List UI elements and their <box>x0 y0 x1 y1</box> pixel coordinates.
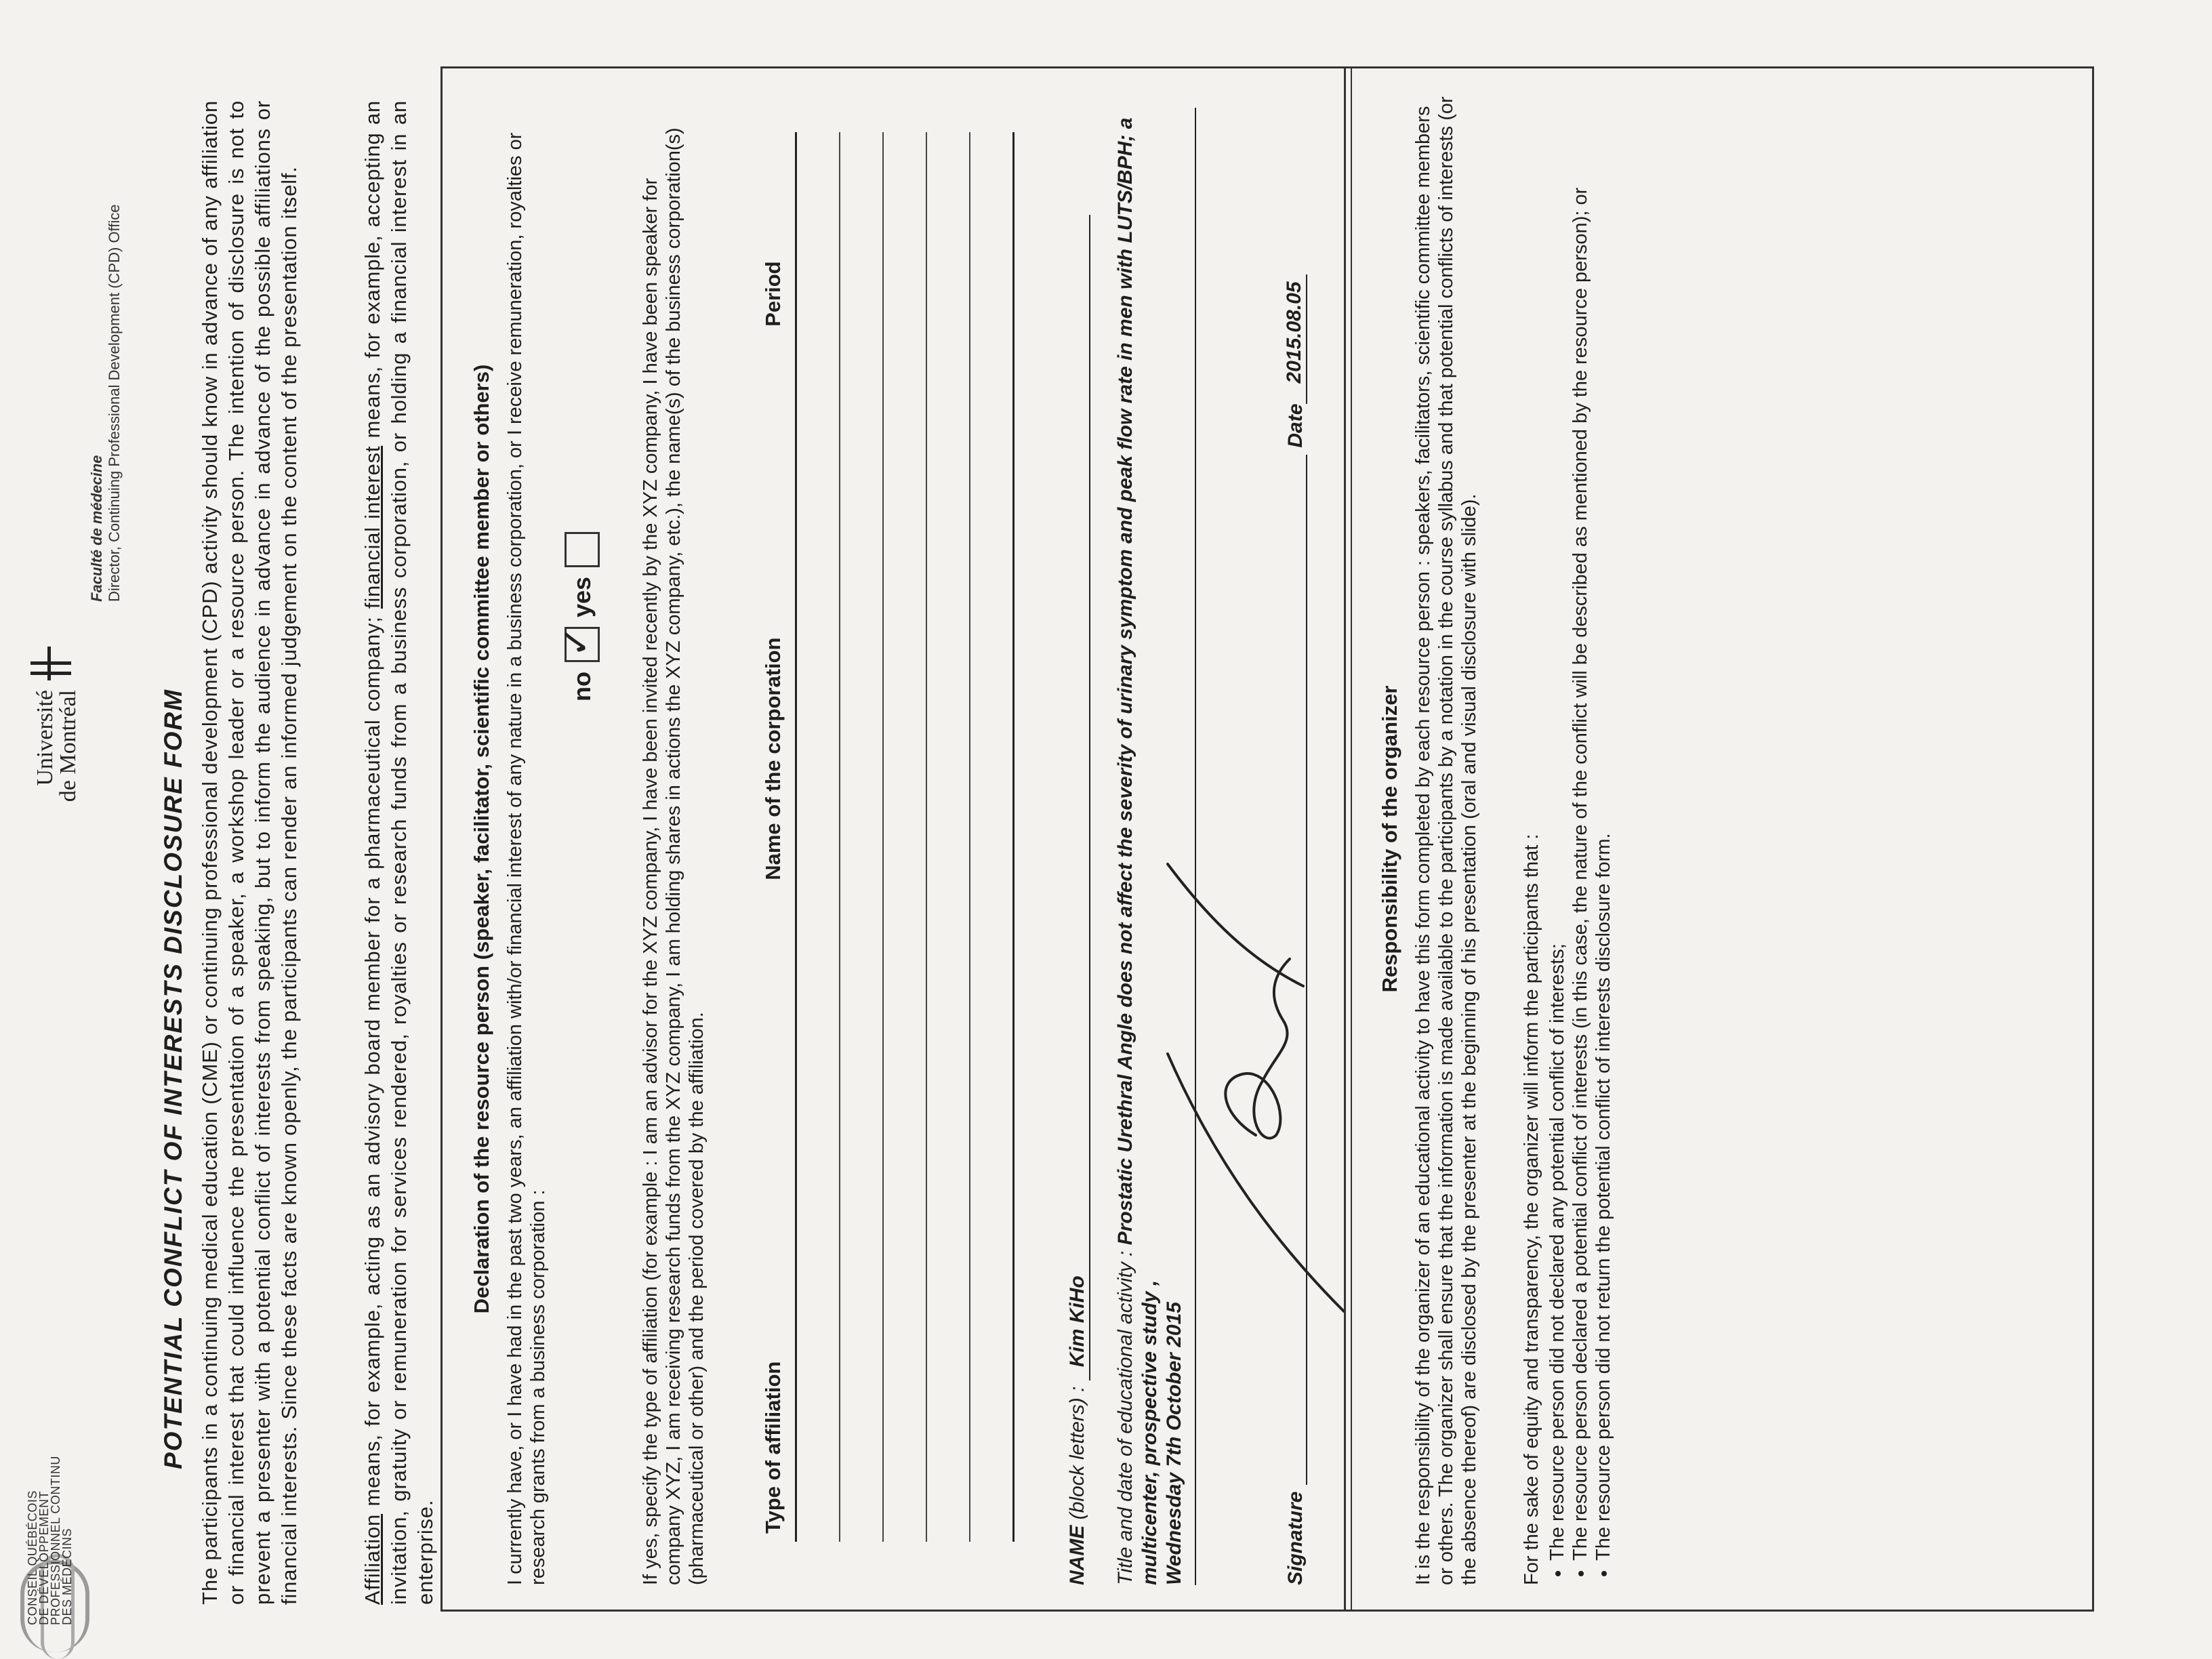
name-value[interactable]: Kim KiHo <box>1066 215 1090 1380</box>
column-header-period: Period <box>761 261 785 327</box>
affiliation-table <box>761 132 1015 1542</box>
organizer-list <box>1520 94 1615 1585</box>
name-field <box>1066 215 1090 1585</box>
organizer-list-intro: For the sake of equity and transparency, the organizer will inform the participants that : <box>1521 834 1542 1585</box>
signature-label: Signature <box>1284 1491 1307 1585</box>
signature-line[interactable] <box>1303 455 1307 1485</box>
organizer-title: Responsibility of the organizer <box>1378 685 1401 993</box>
date-value[interactable]: 2015.08.05 <box>1283 274 1307 403</box>
list-item: • The resource person declared a potential conflict of interests (in this case, the nature of the conflict will be described as mentioned by the resource person); or <box>1569 94 1592 1561</box>
affiliation-term: Affiliation <box>361 1513 384 1605</box>
council-line: DES MÉDECINS <box>60 1528 74 1625</box>
list-item: • The resource person did not declared any potential conflict of interests; <box>1546 94 1569 1561</box>
no-checkbox[interactable] <box>554 626 600 662</box>
name-label: NAME <box>1066 1525 1088 1585</box>
organizer-paragraph: It is the responsibility of the organizer of an educational activity to have this form completed by each resource person : speakers, facilitators, scientific committee members or others. The organizer shall ensure that the information is made available to the participants by a notation in the course syllabus and that potential conflicts of interests (or the absence thereof) are disclosed by the presenter at the beginning of his presentation (oral and visual disclosure with slide). <box>1412 96 1480 1585</box>
list-item: • The resource person did not return the potential conflict of interests disclosure form. <box>1592 94 1615 1561</box>
faculty-name: Faculté de médecine <box>88 455 105 602</box>
affiliation-definition: means, for example, acting as an advisory board member for a pharmaceutical company; <box>361 609 384 1514</box>
university-emblem-icon <box>27 642 75 683</box>
council-line: DE DÉVELOPPEMENT <box>37 1490 51 1625</box>
financial-interest-definition: means, for example, accepting an invitation, gratuity or remuneration for services rendered, royalties or research funds from a business corporation, or holding a financial interest in an enterprise. <box>361 100 437 1605</box>
name-hint: (block letters) : <box>1066 1386 1088 1520</box>
table-row[interactable] <box>840 132 884 1542</box>
university-logo-text <box>34 690 80 805</box>
table-row[interactable] <box>927 132 970 1542</box>
university-line1: Université <box>33 690 58 786</box>
signature-date-row <box>1283 94 1307 1585</box>
no-label: no <box>568 672 596 701</box>
definitions-paragraph <box>359 100 438 1605</box>
form-title: POTENTIAL CONFLICT OF INTERESTS DISCLOSURE FORM <box>159 689 187 1469</box>
table-row[interactable] <box>970 132 1015 1542</box>
if-yes-instructions: If yes, specify the type of affiliation (for example : I am an advisor for the XYZ company, I have been invited recently by the XYZ company, I have been speaker for company XYZ, I am receiving research funds from the XYZ company, I am holding shares in actions the XYZ company, etc.), the name(s) of the business corporation(s) (pharmaceutical or other) and the period covered by the affiliation. <box>640 127 708 1585</box>
column-header-corporation: Name of the corporation <box>761 637 785 880</box>
activity-label: Title and date of educational activity : <box>1114 1250 1136 1585</box>
yes-checkbox[interactable] <box>565 532 600 567</box>
council-logo-text <box>27 1449 73 1625</box>
activity-date-value[interactable]: Wednesday 7th October 2015 <box>1163 1302 1185 1585</box>
intro-paragraph: The participants in a continuing medical education (CME) or continuing professional development (CPD) activity should know in advance of any affiliation or financial interest that could influence the presentation of a speaker, a workshop leader or a resource person. The intention of disclosure is not to prevent a presenter with a potential conflict of interests from speaking, but to inform the audience in advance in advance of the possible affiliations or financial interests. Since these facts are known openly, the participants can render an informed judgement on the content of the presentation itself. <box>198 100 301 1605</box>
financial-interest-term: financial interest <box>361 445 384 609</box>
office-name: Director, Continuing Professional Development (CPD) Office <box>106 204 123 602</box>
table-row[interactable] <box>884 132 927 1542</box>
table-row[interactable] <box>797 132 840 1542</box>
date-label: Date <box>1284 403 1307 448</box>
checkmark-icon: ✓ <box>554 626 597 658</box>
declaration-question: I currently have, or I have had in the past two years, an affiliation with/or financial interest of any nature in a business corporation, or I receive remuneration, royalties or research grants from a business corporation : <box>504 132 549 1585</box>
declaration-title: Declaration of the resource person (speaker, facilitator, scientific committee member or others) <box>470 364 493 1314</box>
declaration-box <box>441 66 2094 1612</box>
section-divider <box>1344 68 1346 1610</box>
column-header-type: Type of affiliation <box>761 1361 785 1534</box>
council-line: PROFESSIONNEL CONTINU <box>49 1456 62 1625</box>
affiliation-table-header <box>761 132 797 1542</box>
activity-title-value[interactable]: Prostatic Urethral Angle does not affect the severity of urinary symptom and peak flow rate in men with LUTS/BPH; a multicenter, prospective study , <box>1114 117 1161 1585</box>
faculty-block <box>88 204 123 602</box>
no-yes-choice <box>554 532 600 701</box>
yes-label: yes <box>568 576 596 618</box>
council-line: CONSEIL QUÉBÉCOIS <box>26 1490 39 1625</box>
handwritten-signature <box>1141 823 1357 1338</box>
section-divider <box>1351 68 1352 1610</box>
university-line2: de Montréal <box>56 690 81 802</box>
